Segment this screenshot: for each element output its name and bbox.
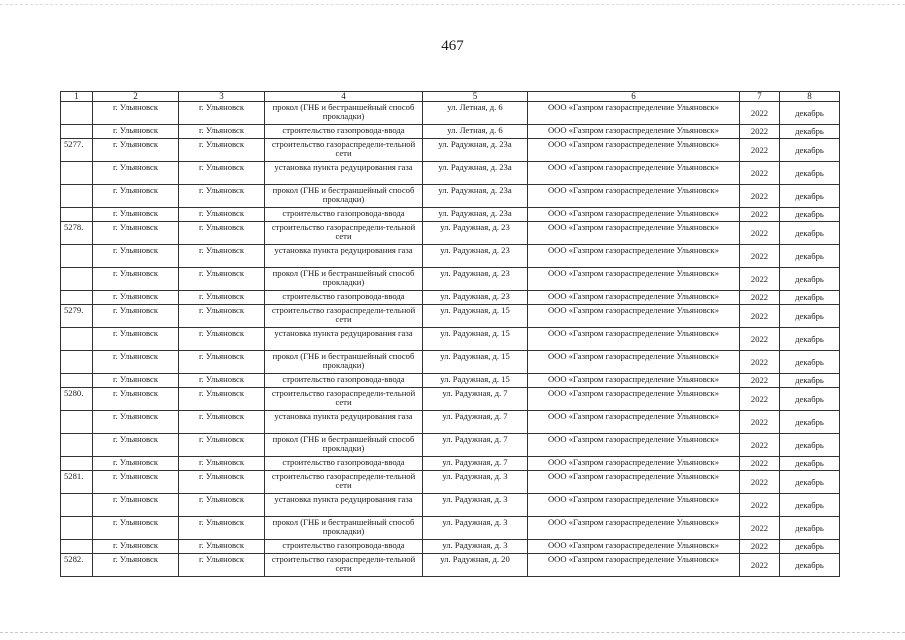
- settlement-cell: г. Ульяновск: [179, 554, 265, 577]
- header-col-5: 5: [423, 92, 528, 102]
- organization-cell: ООО «Газпром газораспределение Ульяновск»: [528, 139, 740, 162]
- municipality-cell: г. Ульяновск: [93, 351, 179, 374]
- municipality-cell: г. Ульяновск: [93, 540, 179, 554]
- work-type-cell: прокол (ГНБ и бестраншейный способ прокладки): [265, 434, 423, 457]
- organization-cell: ООО «Газпром газораспределение Ульяновск»: [528, 291, 740, 305]
- settlement-cell: г. Ульяновск: [179, 434, 265, 457]
- work-type-cell: прокол (ГНБ и бестраншейный способ прокладки): [265, 268, 423, 291]
- settlement-cell: г. Ульяновск: [179, 291, 265, 305]
- scan-bottom-edge: [0, 632, 905, 634]
- year-cell: 2022: [740, 208, 780, 222]
- page-number: 467: [441, 38, 464, 54]
- settlement-cell: г. Ульяновск: [179, 517, 265, 540]
- row-number-cell: [61, 457, 93, 471]
- municipality-cell: г. Ульяновск: [93, 185, 179, 208]
- month-cell: декабрь: [780, 139, 840, 162]
- year-cell: 2022: [740, 471, 780, 494]
- address-cell: ул. Радужная, д. 7: [423, 388, 528, 411]
- table-row: [61, 411, 840, 434]
- month-cell: декабрь: [780, 268, 840, 291]
- municipality-cell: г. Ульяновск: [93, 208, 179, 222]
- year-cell: 2022: [740, 139, 780, 162]
- table-row: [61, 185, 840, 208]
- work-type-cell: строительство газопровода-ввода: [265, 208, 423, 222]
- work-type-cell: строительство газораспредели-тельной сети: [265, 222, 423, 245]
- table-row: [61, 540, 840, 554]
- row-number-cell: 5282.: [61, 554, 93, 577]
- settlement-cell: г. Ульяновск: [179, 457, 265, 471]
- year-cell: 2022: [740, 328, 780, 351]
- table-row: [61, 305, 840, 328]
- municipality-cell: г. Ульяновск: [93, 554, 179, 577]
- table-body: [61, 92, 840, 577]
- year-cell: 2022: [740, 268, 780, 291]
- row-number-cell: [61, 351, 93, 374]
- municipality-cell: г. Ульяновск: [93, 517, 179, 540]
- municipality-cell: г. Ульяновск: [93, 222, 179, 245]
- municipality-cell: г. Ульяновск: [93, 494, 179, 517]
- address-cell: ул. Радужная, д. 15: [423, 328, 528, 351]
- month-cell: декабрь: [780, 411, 840, 434]
- table-row: [61, 457, 840, 471]
- work-type-cell: строительство газораспредели-тельной сети: [265, 471, 423, 494]
- settlement-cell: г. Ульяновск: [179, 268, 265, 291]
- settlement-cell: г. Ульяновск: [179, 139, 265, 162]
- row-number-cell: [61, 162, 93, 185]
- row-number-cell: 5281.: [61, 471, 93, 494]
- municipality-cell: г. Ульяновск: [93, 457, 179, 471]
- month-cell: декабрь: [780, 222, 840, 245]
- month-cell: декабрь: [780, 457, 840, 471]
- organization-cell: ООО «Газпром газораспределение Ульяновск»: [528, 351, 740, 374]
- address-cell: ул. Радужная, д. 23: [423, 291, 528, 305]
- month-cell: декабрь: [780, 494, 840, 517]
- year-cell: 2022: [740, 162, 780, 185]
- month-cell: декабрь: [780, 305, 840, 328]
- work-type-cell: прокол (ГНБ и бестраншейный способ прокладки): [265, 351, 423, 374]
- municipality-cell: г. Ульяновск: [93, 388, 179, 411]
- organization-cell: ООО «Газпром газораспределение Ульяновск»: [528, 457, 740, 471]
- address-cell: ул. Радужная, д. 23: [423, 222, 528, 245]
- organization-cell: ООО «Газпром газораспределение Ульяновск»: [528, 374, 740, 388]
- settlement-cell: г. Ульяновск: [179, 125, 265, 139]
- organization-cell: ООО «Газпром газораспределение Ульяновск»: [528, 434, 740, 457]
- work-type-cell: строительство газораспредели-тельной сети: [265, 388, 423, 411]
- address-cell: ул. Радужная, д. 3: [423, 494, 528, 517]
- year-cell: 2022: [740, 411, 780, 434]
- table-row: [61, 517, 840, 540]
- municipality-cell: г. Ульяновск: [93, 139, 179, 162]
- header-col-4: 4: [265, 92, 423, 102]
- settlement-cell: г. Ульяновск: [179, 374, 265, 388]
- address-cell: ул. Радужная, д. 15: [423, 305, 528, 328]
- month-cell: декабрь: [780, 471, 840, 494]
- address-cell: ул. Радужная, д. 7: [423, 434, 528, 457]
- municipality-cell: г. Ульяновск: [93, 102, 179, 125]
- table-row: [61, 139, 840, 162]
- address-cell: ул. Радужная, д. 15: [423, 374, 528, 388]
- row-number-cell: [61, 434, 93, 457]
- organization-cell: ООО «Газпром газораспределение Ульяновск»: [528, 411, 740, 434]
- month-cell: декабрь: [780, 208, 840, 222]
- municipality-cell: г. Ульяновск: [93, 268, 179, 291]
- year-cell: 2022: [740, 185, 780, 208]
- table-row: [61, 471, 840, 494]
- address-cell: ул. Радужная, д. 23а: [423, 139, 528, 162]
- settlement-cell: г. Ульяновск: [179, 328, 265, 351]
- work-type-cell: установка пункта редуцирования газа: [265, 162, 423, 185]
- work-type-cell: строительство газопровода-ввода: [265, 457, 423, 471]
- registry-table: [60, 91, 840, 577]
- year-cell: 2022: [740, 125, 780, 139]
- table-row: [61, 494, 840, 517]
- row-number-cell: [61, 268, 93, 291]
- work-type-cell: установка пункта редуцирования газа: [265, 328, 423, 351]
- month-cell: декабрь: [780, 351, 840, 374]
- header-col-2: 2: [93, 92, 179, 102]
- row-number-cell: [61, 245, 93, 268]
- organization-cell: ООО «Газпром газораспределение Ульяновск»: [528, 328, 740, 351]
- work-type-cell: строительство газораспредели-тельной сети: [265, 139, 423, 162]
- organization-cell: ООО «Газпром газораспределение Ульяновск»: [528, 494, 740, 517]
- month-cell: декабрь: [780, 517, 840, 540]
- row-number-cell: [61, 102, 93, 125]
- year-cell: 2022: [740, 305, 780, 328]
- month-cell: декабрь: [780, 102, 840, 125]
- organization-cell: ООО «Газпром газораспределение Ульяновск»: [528, 388, 740, 411]
- row-number-cell: [61, 291, 93, 305]
- address-cell: ул. Радужная, д. 23: [423, 245, 528, 268]
- work-type-cell: прокол (ГНБ и бестраншейный способ прокладки): [265, 102, 423, 125]
- settlement-cell: г. Ульяновск: [179, 222, 265, 245]
- table-row: [61, 388, 840, 411]
- row-number-cell: 5279.: [61, 305, 93, 328]
- table-row: [61, 328, 840, 351]
- year-cell: 2022: [740, 494, 780, 517]
- month-cell: декабрь: [780, 388, 840, 411]
- month-cell: декабрь: [780, 245, 840, 268]
- organization-cell: ООО «Газпром газораспределение Ульяновск»: [528, 305, 740, 328]
- header-col-7: 7: [740, 92, 780, 102]
- organization-cell: ООО «Газпром газораспределение Ульяновск»: [528, 185, 740, 208]
- year-cell: 2022: [740, 245, 780, 268]
- month-cell: декабрь: [780, 540, 840, 554]
- month-cell: декабрь: [780, 291, 840, 305]
- row-number-cell: [61, 208, 93, 222]
- municipality-cell: г. Ульяновск: [93, 328, 179, 351]
- organization-cell: ООО «Газпром газораспределение Ульяновск»: [528, 471, 740, 494]
- settlement-cell: г. Ульяновск: [179, 208, 265, 222]
- table-row: [61, 291, 840, 305]
- address-cell: ул. Радужная, д. 23: [423, 268, 528, 291]
- municipality-cell: г. Ульяновск: [93, 245, 179, 268]
- year-cell: 2022: [740, 388, 780, 411]
- table-row: [61, 245, 840, 268]
- header-col-3: 3: [179, 92, 265, 102]
- work-type-cell: установка пункта редуцирования газа: [265, 411, 423, 434]
- month-cell: декабрь: [780, 434, 840, 457]
- address-cell: ул. Радужная, д. 7: [423, 411, 528, 434]
- municipality-cell: г. Ульяновск: [93, 162, 179, 185]
- row-number-cell: [61, 494, 93, 517]
- header-col-1: 1: [61, 92, 93, 102]
- row-number-cell: 5280.: [61, 388, 93, 411]
- year-cell: 2022: [740, 434, 780, 457]
- address-cell: ул. Радужная, д. 3: [423, 540, 528, 554]
- address-cell: ул. Радужная, д. 7: [423, 457, 528, 471]
- row-number-cell: [61, 185, 93, 208]
- municipality-cell: г. Ульяновск: [93, 305, 179, 328]
- table-row: [61, 554, 840, 577]
- settlement-cell: г. Ульяновск: [179, 351, 265, 374]
- organization-cell: ООО «Газпром газораспределение Ульяновск»: [528, 162, 740, 185]
- year-cell: 2022: [740, 102, 780, 125]
- organization-cell: ООО «Газпром газораспределение Ульяновск»: [528, 125, 740, 139]
- table-row: [61, 268, 840, 291]
- settlement-cell: г. Ульяновск: [179, 411, 265, 434]
- year-cell: 2022: [740, 517, 780, 540]
- table-row: [61, 434, 840, 457]
- year-cell: 2022: [740, 540, 780, 554]
- year-cell: 2022: [740, 222, 780, 245]
- year-cell: 2022: [740, 374, 780, 388]
- row-number-cell: [61, 517, 93, 540]
- row-number-cell: [61, 125, 93, 139]
- settlement-cell: г. Ульяновск: [179, 305, 265, 328]
- work-type-cell: строительство газопровода-ввода: [265, 540, 423, 554]
- table-row: [61, 162, 840, 185]
- month-cell: декабрь: [780, 162, 840, 185]
- row-number-cell: 5277.: [61, 139, 93, 162]
- year-cell: 2022: [740, 554, 780, 577]
- table-row: [61, 374, 840, 388]
- year-cell: 2022: [740, 351, 780, 374]
- year-cell: 2022: [740, 457, 780, 471]
- work-type-cell: строительство газопровода-ввода: [265, 374, 423, 388]
- work-type-cell: строительство газопровода-ввода: [265, 125, 423, 139]
- header-col-6: 6: [528, 92, 740, 102]
- organization-cell: ООО «Газпром газораспределение Ульяновск»: [528, 540, 740, 554]
- row-number-cell: [61, 411, 93, 434]
- address-cell: ул. Летная, д. 6: [423, 102, 528, 125]
- settlement-cell: г. Ульяновск: [179, 471, 265, 494]
- work-type-cell: строительство газораспредели-тельной сети: [265, 305, 423, 328]
- table-row: [61, 208, 840, 222]
- settlement-cell: г. Ульяновск: [179, 245, 265, 268]
- municipality-cell: г. Ульяновск: [93, 471, 179, 494]
- address-cell: ул. Радужная, д. 23а: [423, 162, 528, 185]
- work-type-cell: установка пункта редуцирования газа: [265, 494, 423, 517]
- work-type-cell: установка пункта редуцирования газа: [265, 245, 423, 268]
- month-cell: декабрь: [780, 374, 840, 388]
- table-row: [61, 351, 840, 374]
- address-cell: ул. Радужная, д. 3: [423, 517, 528, 540]
- table-row: [61, 102, 840, 125]
- municipality-cell: г. Ульяновск: [93, 411, 179, 434]
- settlement-cell: г. Ульяновск: [179, 102, 265, 125]
- settlement-cell: г. Ульяновск: [179, 494, 265, 517]
- municipality-cell: г. Ульяновск: [93, 125, 179, 139]
- work-type-cell: прокол (ГНБ и бестраншейный способ прокладки): [265, 185, 423, 208]
- header-row: [61, 92, 840, 102]
- month-cell: декабрь: [780, 185, 840, 208]
- organization-cell: ООО «Газпром газораспределение Ульяновск»: [528, 268, 740, 291]
- municipality-cell: г. Ульяновск: [93, 434, 179, 457]
- work-type-cell: строительство газопровода-ввода: [265, 291, 423, 305]
- address-cell: ул. Летная, д. 6: [423, 125, 528, 139]
- settlement-cell: г. Ульяновск: [179, 185, 265, 208]
- address-cell: ул. Радужная, д. 23а: [423, 185, 528, 208]
- row-number-cell: [61, 540, 93, 554]
- month-cell: декабрь: [780, 125, 840, 139]
- work-type-cell: прокол (ГНБ и бестраншейный способ прокладки): [265, 517, 423, 540]
- settlement-cell: г. Ульяновск: [179, 388, 265, 411]
- organization-cell: ООО «Газпром газораспределение Ульяновск»: [528, 554, 740, 577]
- header-col-8: 8: [780, 92, 840, 102]
- settlement-cell: г. Ульяновск: [179, 162, 265, 185]
- settlement-cell: г. Ульяновск: [179, 540, 265, 554]
- row-number-cell: [61, 374, 93, 388]
- month-cell: декабрь: [780, 554, 840, 577]
- row-number-cell: 5278.: [61, 222, 93, 245]
- organization-cell: ООО «Газпром газораспределение Ульяновск»: [528, 245, 740, 268]
- municipality-cell: г. Ульяновск: [93, 291, 179, 305]
- table-row: [61, 125, 840, 139]
- year-cell: 2022: [740, 291, 780, 305]
- work-type-cell: строительство газораспредели-тельной сети: [265, 554, 423, 577]
- organization-cell: ООО «Газпром газораспределение Ульяновск»: [528, 222, 740, 245]
- row-number-cell: [61, 328, 93, 351]
- organization-cell: ООО «Газпром газораспределение Ульяновск»: [528, 102, 740, 125]
- address-cell: ул. Радужная, д. 23а: [423, 208, 528, 222]
- month-cell: декабрь: [780, 328, 840, 351]
- address-cell: ул. Радужная, д. 3: [423, 471, 528, 494]
- municipality-cell: г. Ульяновск: [93, 374, 179, 388]
- address-cell: ул. Радужная, д. 15: [423, 351, 528, 374]
- organization-cell: ООО «Газпром газораспределение Ульяновск»: [528, 517, 740, 540]
- table-row: [61, 222, 840, 245]
- address-cell: ул. Радужная, д. 20: [423, 554, 528, 577]
- scan-top-edge: [0, 4, 905, 6]
- organization-cell: ООО «Газпром газораспределение Ульяновск»: [528, 208, 740, 222]
